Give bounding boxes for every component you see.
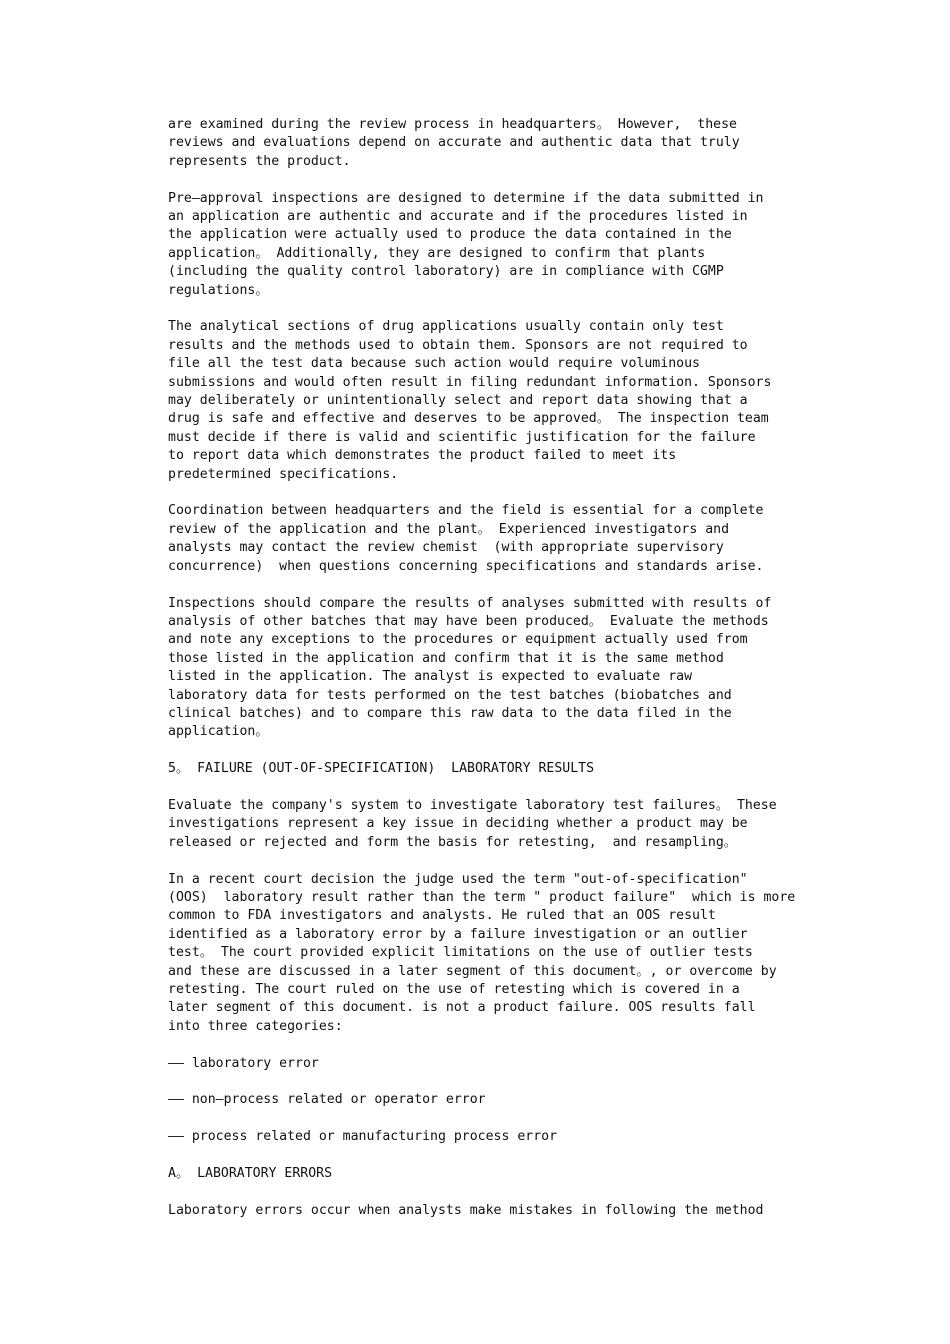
paragraph-laboratory-errors-occur: Laboratory errors occur when analysts make mistakes in following the method <box>168 1202 764 1218</box>
list-item-laboratory-error: —— laboratory error <box>168 1055 319 1071</box>
paragraph-review-process: are examined during the review process in headquarters。 However, these reviews and evaluations depend on accurate and authentic data that truly represents the product. <box>168 117 740 169</box>
subsection-heading-laboratory-errors: A。 LABORATORY ERRORS <box>168 1165 333 1181</box>
paragraph-court-decision: In a recent court decision the judge used the term "out-of-specification" (OOS) laboratory result rather than the term " product failure" which is more common to FDA investigators and analysts. He ruled that an OOS result identified as a laboratory error by a failure investigation or an outlier test。 The court provided explicit limitations on the use of outlier tests and these are discussed in a later segment of this document。, or overcome by retesting. The court ruled on the use of retesting which is covered in a later segment of this document. is not a product failure. OOS results fall into three categories: <box>168 871 796 1034</box>
document-page <box>168 116 828 1220</box>
paragraph-coordination: Coordination between headquarters and the field is essential for a complete review of the application and the plant。 Experienced investigators and analysts may contact the review chemist (with appropriate supervisory concurrence) when questions concerning specifications and standards arise. <box>168 503 764 574</box>
paragraph-inspections-compare: Inspections should compare the results of analyses submitted with results of analysis of other batches that may have been produced。 Evaluate the methods and note any exceptions to the procedures or equipment actually used from those listed in the application and confirm that it is the same method listed in the application. The analyst is expected to evaluate raw laboratory data for tests performed on the test batches (biobatches and clinical batches) and to compare this raw data to the data filed in the application。 <box>168 595 772 740</box>
section-heading-failure-results: 5。 FAILURE (OUT-OF-SPECIFICATION) LABORATORY RESULTS <box>168 761 595 777</box>
paragraph-analytical-sections: The analytical sections of drug applications usually contain only test results and the methods used to obtain them. Sponsors are not required to file all the test data because such action would require voluminous submissions and would often result in filing redundant information. Sponsors may deliberately or unintentionally select and report data showing that a drug is safe and effective and deserves to be approved。 The inspection team must decide if there is valid and scientific justification for the failure to report data which demonstrates the product failed to meet its predetermined specifications. <box>168 319 772 482</box>
paragraph-evaluate-system: Evaluate the company's system to investigate laboratory test failures。 These investigations represent a key issue in deciding whether a product may be released or rejected and form the basis for retesting, and resampling。 <box>168 797 777 850</box>
list-item-process-error: —— process related or manufacturing process error <box>168 1129 558 1145</box>
list-item-operator-error: —— non—process related or operator error <box>168 1092 486 1108</box>
paragraph-pre-approval-inspections: Pre—approval inspections are designed to determine if the data submitted in an application are authentic and accurate and if the procedures listed in the application were actually used to produce the data contained in the application。 Additionally, they are designed to confirm that plants (including the quality control laboratory) are in compliance with CGMP regulations。 <box>168 190 764 298</box>
